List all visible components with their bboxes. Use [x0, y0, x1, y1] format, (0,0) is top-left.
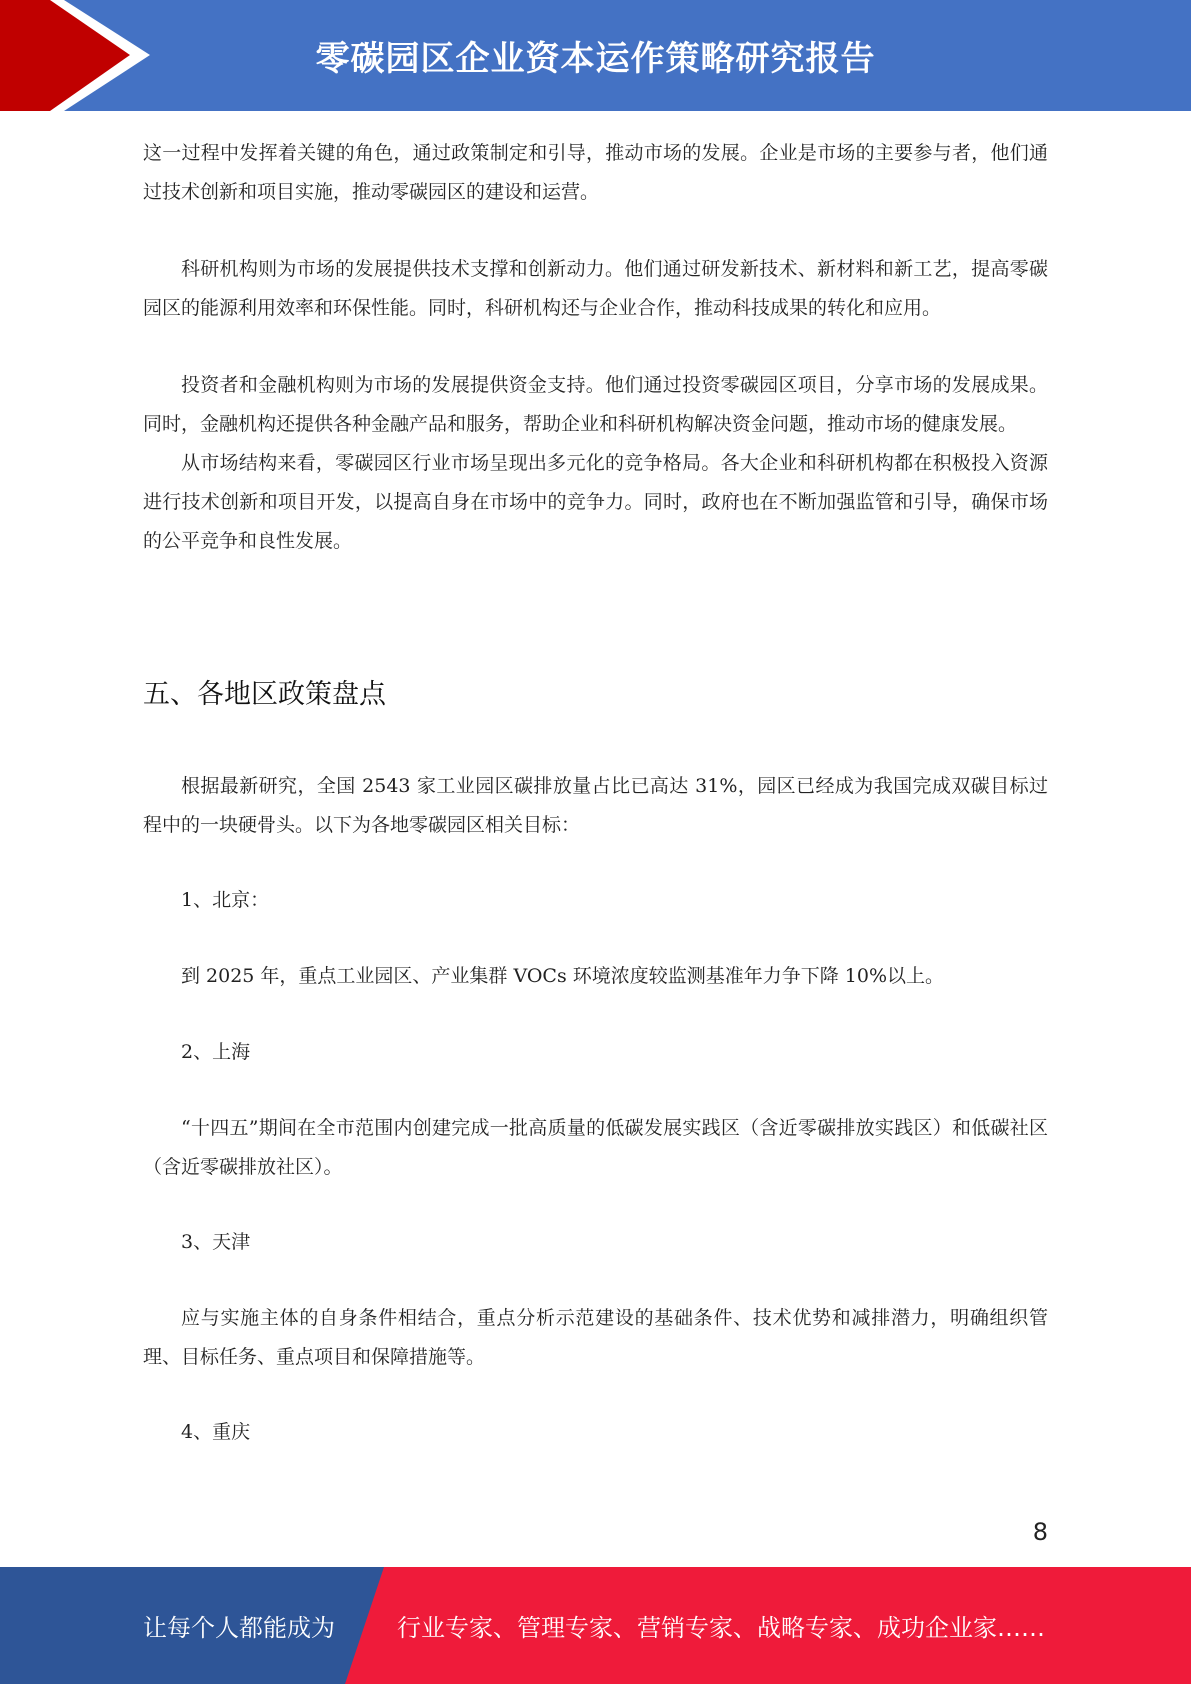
- policy-item-label: [143, 1413, 1048, 1452]
- paragraph: 科研机构则为市场的发展提供技术支撑和创新动力。他们通过研发新技术、新材料和新工艺，提高零碳园区的能源利用效率和环保性能。同时，科研机构还与企业合作，推动科技成果的转化和应用。: [143, 258, 1048, 319]
- report-title: 零碳园区企业资本运作策略研究报告: [315, 39, 876, 79]
- policy-item-text: [143, 1299, 1048, 1377]
- paragraph: 到 2025 年，重点工业园区、产业集群 VOCs 环境浓度较监测基准年力争下降 10%以上。: [181, 965, 945, 987]
- footer-slogan-left: 让每个人都能成为: [143, 1614, 335, 1642]
- footer-slogan-right: 行业专家、管理专家、营销专家、战略专家、成功企业家……: [397, 1614, 1045, 1642]
- paragraph: 应与实施主体的自身条件相结合，重点分析示范建设的基础条件、技术优势和减排潜力，明确组织管理、目标任务、重点项目和保障措施等。: [143, 1307, 1048, 1368]
- policy-item-label: [143, 1223, 1048, 1262]
- section-heading: 五、各地区政策盘点: [143, 679, 386, 710]
- list-item: 1、北京：: [181, 889, 270, 911]
- list-item: 4、重庆: [181, 1421, 251, 1443]
- paragraph: 这一过程中发挥着关键的角色，通过政策制定和引导，推动市场的发展。企业是市场的主要参与者，他们通过技术创新和项目实施，推动零碳园区的建设和运营。: [143, 142, 1048, 203]
- body-text-top: [143, 134, 1048, 561]
- paragraph: 根据最新研究，全国 2543 家工业园区碳排放量占比已高达 31%，园区已经成为我国完成双碳目标过程中的一块硬骨头。以下为各地零碳园区相关目标：: [143, 775, 1048, 836]
- paragraph: 从市场结构来看，零碳园区行业市场呈现出多元化的竞争格局。各大企业和科研机构都在积极投入资源进行技术创新和项目开发，以提高自身在市场中的竞争力。同时，政府也在不断加强监管和引导，确保市场的公平竞争和良性发展。: [143, 452, 1048, 552]
- policy-item-text: [143, 957, 1048, 996]
- page-header: [0, 0, 1191, 111]
- paragraph: “十四五”期间在全市范围内创建完成一批高质量的低碳发展实践区（含近零碳排放实践区）和低碳社区（含近零碳排放社区）。: [143, 1117, 1048, 1178]
- list-item: 3、天津: [181, 1231, 251, 1253]
- policy-item-label: [143, 881, 1048, 920]
- paragraph: 投资者和金融机构则为市场的发展提供资金支持。他们通过投资零碳园区项目，分享市场的发展成果。同时，金融机构还提供各种金融产品和服务，帮助企业和科研机构解决资金问题，推动市场的健康发展。: [143, 374, 1048, 435]
- policy-item-label: [143, 1033, 1048, 1072]
- policy-item-text: [143, 1109, 1048, 1187]
- page-footer: [0, 1567, 1191, 1684]
- list-item: 2、上海: [181, 1041, 251, 1063]
- page-number: 8: [1032, 1518, 1048, 1546]
- section-intro: [143, 767, 1048, 845]
